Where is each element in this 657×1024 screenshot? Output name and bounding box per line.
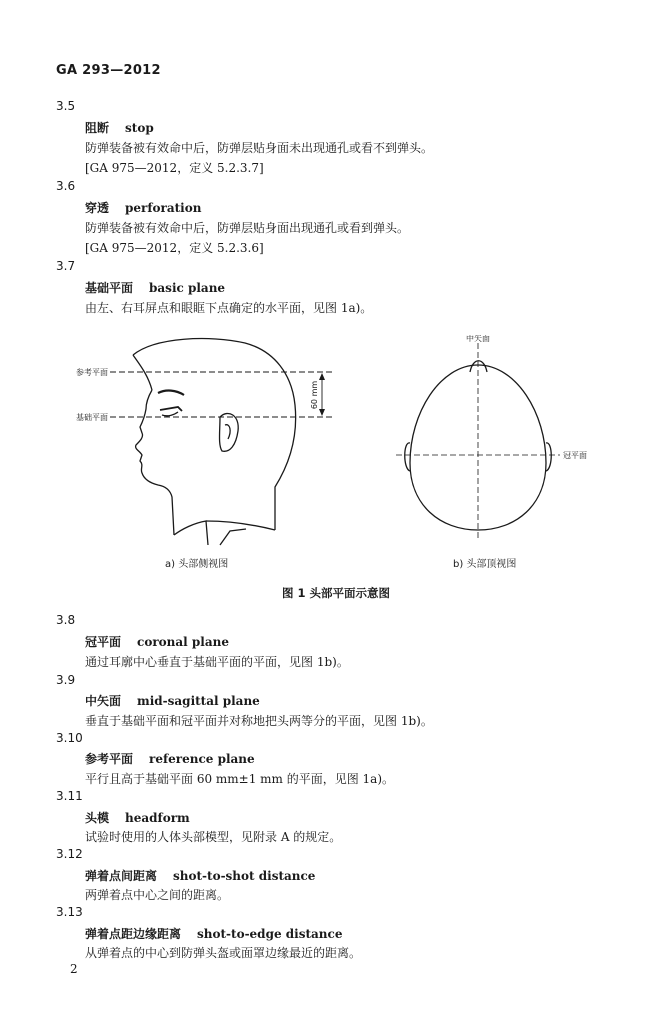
- term-definition: 垂直于基础平面和冠平面并对称地把头两等分的平面，见图 1b)。: [85, 714, 433, 728]
- term-heading: [85, 867, 315, 884]
- term-definition: 通过耳廓中心垂直于基础平面的平面，见图 1b)。: [85, 655, 349, 669]
- term-heading: [85, 809, 190, 826]
- reference-plane-label: 参考平面: [76, 368, 108, 377]
- section-number: 3.10: [56, 731, 83, 745]
- section-number: 3.9: [56, 673, 76, 687]
- term-definition: 平行且高于基础平面 60 mm±1 mm 的平面，见图 1a)。: [85, 772, 395, 786]
- section-number: 3.8: [56, 613, 76, 627]
- term-en: shot-to-edge distance: [197, 927, 343, 941]
- term-definition: 防弹装备被有效命中后，防弹层贴身面出现通孔或看到弹头。: [85, 221, 410, 235]
- term-heading: [85, 119, 154, 136]
- term-en: headform: [125, 811, 190, 825]
- figure-caption: 图 1 头部平面示意图: [282, 586, 391, 600]
- section-number: 3.12: [56, 847, 83, 861]
- term-heading: [85, 633, 229, 650]
- term-heading: [85, 692, 260, 709]
- term-heading: [85, 199, 201, 216]
- term-zh: 参考平面: [85, 752, 134, 766]
- term-en: reference plane: [149, 752, 255, 766]
- document-header: GA 293—2012: [56, 63, 161, 78]
- figure-1: [70, 335, 600, 580]
- term-zh: 基础平面: [85, 281, 134, 295]
- term-reference: [GA 975—2012，定义 5.2.3.7]: [85, 161, 264, 175]
- figure-1-drawing: [70, 335, 600, 580]
- term-definition: 试验时使用的人体头部模型，见附录 A 的规定。: [85, 830, 342, 844]
- term-en: stop: [125, 121, 154, 135]
- term-definition: 防弹装备被有效命中后，防弹层贴身面未出现通孔或看不到弹头。: [85, 141, 434, 155]
- term-zh: 弹着点间距离: [85, 869, 158, 883]
- head-side-view: [133, 339, 296, 545]
- term-en: coronal plane: [137, 635, 229, 649]
- term-zh: 中矢面: [85, 694, 122, 708]
- term-en: mid-sagittal plane: [137, 694, 260, 708]
- term-definition: 从弹着点的中心到防弹头盔或面罩边缘最近的距离。: [85, 946, 362, 960]
- mid-sagittal-label: 中矢面: [466, 335, 490, 343]
- subfigure-b-label: b) 头部顶视图: [453, 559, 517, 570]
- term-zh: 穿透: [85, 201, 110, 215]
- section-number: 3.11: [56, 789, 83, 803]
- term-definition: 由左、右耳屏点和眼眶下点确定的水平面，见图 1a)。: [85, 301, 373, 315]
- term-en: perforation: [125, 201, 202, 215]
- term-heading: [85, 279, 225, 296]
- term-heading: [85, 750, 255, 767]
- section-number: 3.5: [56, 99, 76, 113]
- term-zh: 冠平面: [85, 635, 122, 649]
- dimension-arrow-bottom: [319, 409, 325, 416]
- section-number: 3.7: [56, 259, 76, 273]
- basic-plane-label: 基础平面: [76, 413, 108, 422]
- term-heading: [85, 925, 342, 942]
- section-number: 3.13: [56, 905, 83, 919]
- term-zh: 头模: [85, 811, 110, 825]
- coronal-label: 冠平面: [563, 451, 587, 460]
- page-number: 2: [70, 962, 78, 976]
- term-definition: 两弹着点中心之间的距离。: [85, 888, 230, 902]
- dimension-arrow-top: [319, 373, 325, 380]
- term-en: basic plane: [149, 281, 226, 295]
- dimension-label: 60 mm: [310, 380, 319, 410]
- section-number: 3.6: [56, 179, 76, 193]
- term-reference: [GA 975—2012，定义 5.2.3.6]: [85, 241, 264, 255]
- term-en: shot-to-shot distance: [173, 869, 316, 883]
- subfigure-a-label: a) 头部侧视图: [165, 559, 229, 570]
- term-zh: 弹着点距边缘距离: [85, 927, 182, 941]
- term-zh: 阻断: [85, 121, 110, 135]
